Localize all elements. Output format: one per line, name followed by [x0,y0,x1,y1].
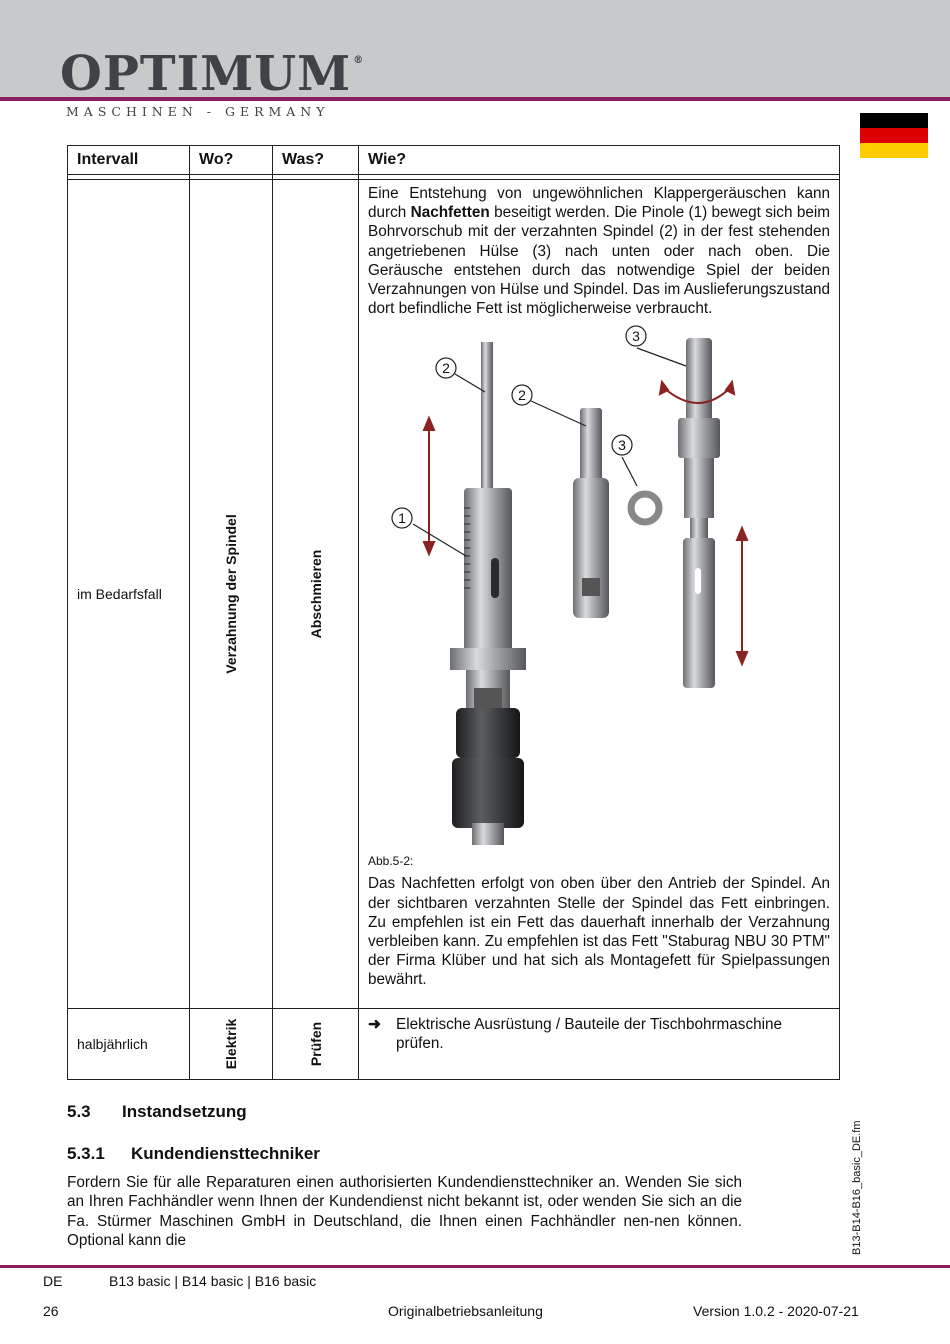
spindle-assembly-illustration [368,318,830,848]
callout-2b: 2 [518,387,526,404]
spindle-figure [368,318,830,848]
page-number: 26 [43,1303,59,1319]
col-intervall: Intervall [68,146,190,175]
german-flag-icon [860,113,928,158]
row2-was: Prüfen [273,1009,359,1080]
col-wo: Wo? [190,146,273,175]
table-row [68,1009,840,1080]
row2-intervall: halbjährlich [68,1009,190,1080]
callout-3b: 3 [618,437,626,454]
table-header-row [68,146,840,175]
row2-wo: Elektrik [190,1009,273,1080]
footer-rule [0,1265,950,1268]
body-paragraph: Fordern Sie für alle Reparaturen einen authorisierten Kundendiensttechniker an. Wenden Sie sich an Ihren Fachhändler wenn Ihnen der Kundendienst nicht bekannt ist, oder wenden Sie sich an die Fa. Stürmer Maschinen GmbH in Deutschland, die Ihnen einen Fachhändler nen-nen können. Optional kann die [67,1174,742,1250]
source-filename: B13-B14-B16_basic_DE.fm [851,1120,863,1255]
row2-wie [359,1009,840,1080]
footer-models: B13 basic | B14 basic | B16 basic [109,1273,317,1289]
callout-1: 1 [398,510,406,527]
footer-document: Originalbetriebsanleitung [388,1303,543,1319]
maintenance-table [67,145,840,1080]
optimum-logo: OPTIMUM ® [60,46,365,102]
instruction-item [368,1013,830,1054]
callout-2a: 2 [442,360,450,377]
col-wie: Wie? [359,146,840,175]
row1-wie [359,180,840,1009]
arrow-right-icon: ➜ [368,1016,381,1033]
row2-text: Elektrische Ausrüstung / Bauteile der Tischbohrmaschine prüfen. [396,1016,783,1053]
table-row [68,180,840,1009]
footer-version: Version 1.0.2 - 2020-07-21 [693,1303,859,1319]
row1-wo: Verzahnung der Spindel [190,180,273,1009]
row1-intervall: im Bedarfsfall [68,180,190,1009]
footer-language: DE [43,1273,63,1289]
subsection-heading: 5.3.1 Kundendiensttechniker [67,1144,320,1163]
col-was: Was? [273,146,359,175]
logo-tagline: MASCHINEN - GERMANY [66,104,330,119]
row1-description: Eine Entstehung von ungewöhnlichen Klappergeräuschen kann durch Nachfetten beseitigt werden. Die Pinole (1) bewegt sich beim Bohrvorschub mit der verzahnten Spindel (2) in der fest stehenden angetriebenen Hülse (3) nach unten oder nach oben. Die Geräusche entstehen durch das notwendige Spiel der beiden Verzahnungen von Hülse und Spindel. Das im Auslieferungszustand dort befindliche Fett ist möglicherweise verbraucht. [368,185,830,318]
row1-instructions: Das Nachfetten erfolgt von oben über den Antrieb der Spindel. An der sichtbaren verzahnten Stelle der Spindel das Fett einbringen. Zu empfehlen ist ein Fett das dauerhaft innerhalb der Verzahnung verbleiben kann. Zu empfehlen ist das Fett "Staburag NBU 30 PTM" der Firma Klüber und hat sich als Montagefett für Spielpassungen bewährt. [368,875,830,989]
row1-was: Abschmieren [273,180,359,1009]
section-heading: 5.3 Instandsetzung [67,1102,247,1121]
figure-caption: Abb.5-2: [368,854,414,869]
callout-3a: 3 [632,328,640,345]
